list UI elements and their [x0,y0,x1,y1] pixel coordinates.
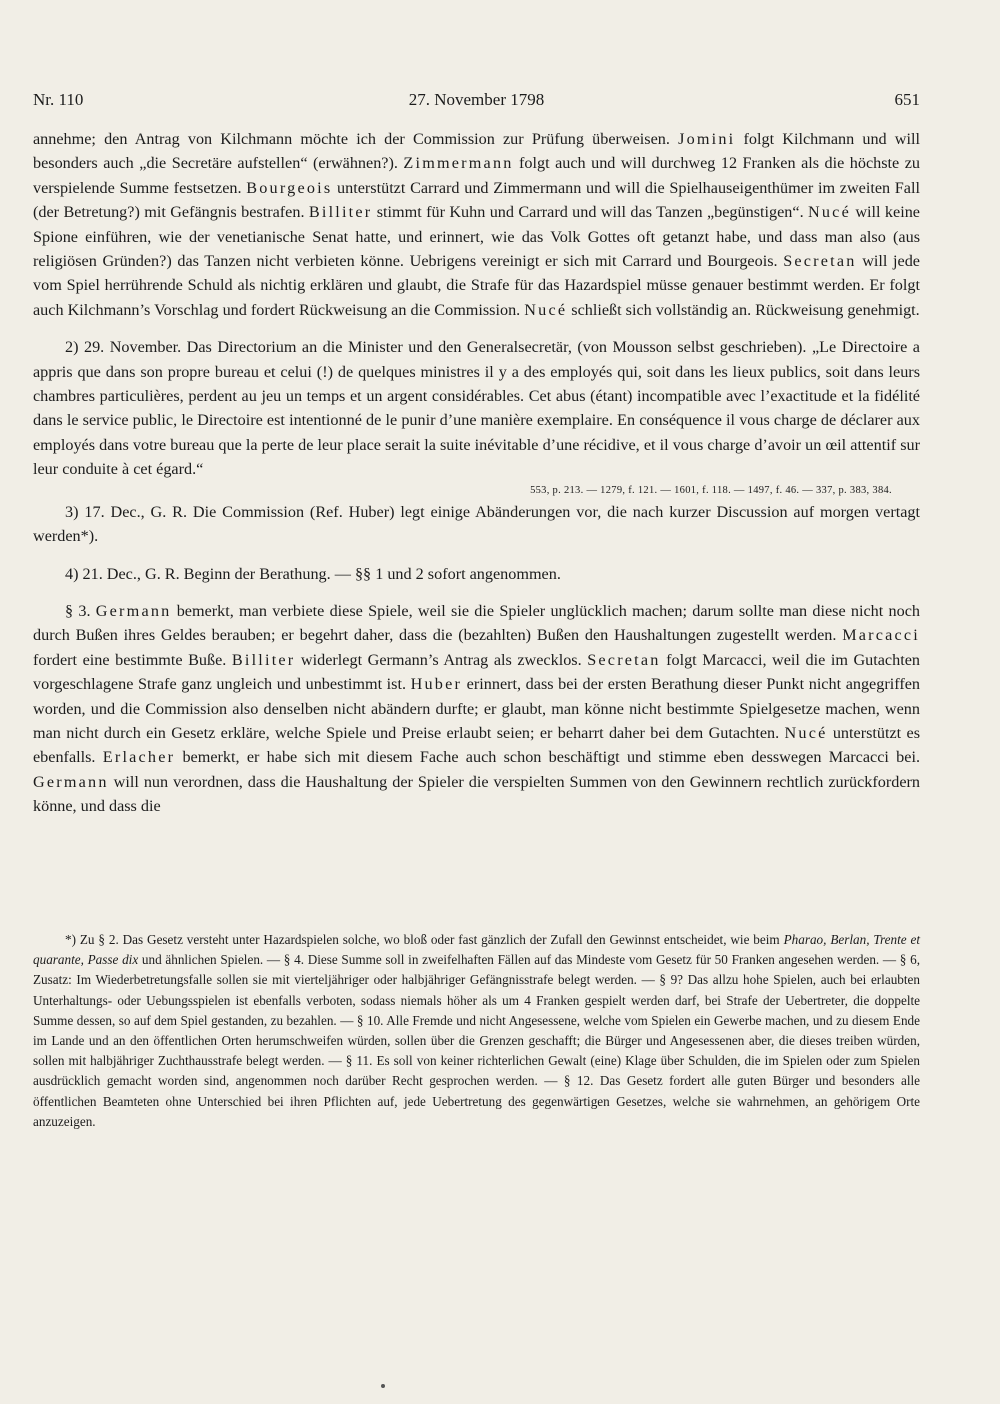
paragraph-5 [33,599,920,819]
document-number: Nr. 110 [33,90,84,109]
speaker-name: Germann [33,772,109,791]
text-run: will keine Spione einführen, wie der venetianische Senat hatte, und erinnert, wie das Volk Gottes oft getanzt habe, und dass man also (aus religiösen Gründen?) das Tanzen nicht verbieten könne. Uebrigens vereinigt er sich mit Carrard und Bourgeois. [33,203,920,271]
footnote-text [33,930,920,1132]
text-run: folgt auch und will durchweg 12 Franken als die höchste zu verspielende Summe festsetzen. [33,154,921,197]
paragraph-continued [33,127,920,322]
archive-reference: 553, p. 213. — 1279, f. 121. — 1601, f. 118. — 1497, f. 46. — 337, p. 383, 384. [530,484,892,496]
speaker-name: Germann [95,601,172,620]
speaker-name: Nucé [784,723,828,742]
text-run: § 3. [65,601,96,620]
speaker-name: Zimmermann [403,154,514,173]
text-run: folgt Marcacci, weil die im Gutachten vorgeschlagene Strafe ganz ungleich und unbestimmt ist. [33,650,920,694]
speaker-name: Secretan [587,650,661,669]
text-run: stimmt für Kuhn und Carrard und will das Tanzen „begünstigen“. [372,203,808,222]
text-run: *) Zu § 2. Das Gesetz versteht unter Hazardspielen solche, wo bloß oder fast gänzlich der Zufall den Gewinnst entscheidet, wie beim [65,932,784,947]
main-text [33,127,920,819]
speaker-name: Nucé [808,203,851,222]
paragraph-4: 4) 21. Dec., G. R. Beginn der Berathung. — §§ 1 und 2 sofort angenommen. [65,564,561,583]
text-run: folgt Kilchmann und will besonders auch „die Secretäre aufstellen“ (erwähnen?). [33,130,920,173]
text-run: will jede vom Spiel herrührende Schuld als nichtig erklären und glaubt, die Strafe für das Hazardspiel müsse genauer bestimmt werden. Er folgt auch Kilchmann’s Vorschlag und fordert Rückweisung an die Commission. [33,252,920,319]
text-run: unterstützt Carrard und Zimmermann und will die Spielhauseigenthümer im zweiten Fall (der Betretung?) mit Gefängnis bestrafen. [33,178,920,222]
page-speck [381,1384,385,1388]
speaker-name: Marcacci [842,626,920,645]
speaker-name: Bourgeois [246,178,333,197]
footnote [33,930,920,1132]
speaker-name: Nucé [524,300,568,319]
speaker-name: Billiter [231,650,296,669]
text-run: und ähnlichen Spielen. — § 4. Diese Summe soll in zweifelhaften Fällen auf das Mindeste vom Gesetz für 50 Franken angesehen werden. — § 6, Zusatz: Im Wiederbetretungsfalle sollen sie mit vierteljähriger oder halbjähriger Gefängnisstrafe belegt werden. — § 9? Das allzu hohe Spielen, auch bei erlaubten Unterhaltungs- oder Uebungsspielen ist ebenfalls verboten, sodass niemals höher als um 4 Franken gespielt werden darf, bei Strafe der Uebertreter, die doppelte Summe dessen, so auf dem Spiel gestanden, zu bezahlen. — § 10. Alle Fremde und nicht Angesessene, welche vom Spielen ein Gewerbe machen, und zu diesem Ende im Lande und an den öffentlichen Orten herumschweifen würden, sollen über die Grenzen geschafft; die Bürger und Angesessenen aber, die dieses treiben würden, sollen mit halbjähriger Zuchthausstrafe belegt werden. — § 11. Es soll von keiner richterlichen Gewalt (eine) Klage über Schulden, die im Spielen oder zum Spielen ausdrücklich gemacht worden sind, angenommen noch darüber Recht gesprochen werden. — § 12. Das Gesetz fordert alle guten Bürger und besonders alle öffentlichen Beamteten ohne Unterschied bei ihren Pflichten auf, jede Uebertretung des gegenwärtigen Gesetzes, welche sie wahrnehmen, an gehörigem Orte anzuzeigen. [33,952,920,1129]
text-run: bemerkt, man verbiete diese Spiele, weil sie die Spieler unglücklich machen; darum sollte man diese nicht noch durch Bußen ihres Geldes berauben; er begehrt daher, dass die (bezahlten) Bußen den Haushaltungen zugestellt werden. [33,601,921,645]
speaker-name: Erlacher [102,748,176,767]
speaker-name: Jomini [678,130,736,148]
text-run: unterstützt es ebenfalls. [33,723,920,767]
paragraph-3: 3) 17. Dec., G. R. Die Commission (Ref. Huber) legt einige Abänderungen vor, die nach kurzer Discussion auf morgen vertagt werden*). [33,502,920,546]
running-header [33,90,920,112]
text-run: annehme; den Antrag von Kilchmann möchte ich der Commission zur Prüfung überweisen. [33,130,679,148]
page-number: 651 [894,90,920,109]
text-run: schließt sich vollständig an. Rückweisung genehmigt. [567,300,920,319]
text-run: fordert eine bestimmte Buße. [33,650,232,669]
speaker-name: Billiter [308,203,373,222]
text-run: widerlegt Germann’s Antrag als zwecklos. [295,650,588,669]
header-date: 27. November 1798 [408,90,545,109]
text-run: erinnert, dass bei der ersten Berathung dieser Punkt nicht angegriffen worden, und die Commission also denselben nicht abändern durfte; er glaubt, man könne nicht bestimmte Spielgesetze machen, wenn man nicht durch ein Gesetz erkläre, welche Spiele und Preise erlaubt seien; er beharrt daher bei dem Gutachten. [33,675,920,742]
speaker-name: Secretan [783,252,857,271]
speaker-name: Huber [410,675,463,694]
paragraph-2: 2) 29. November. Das Directorium an die Minister und den Generalsecretär, (von Mousson selbst geschrieben). „Le Directoire a appris que dans son propre bureau et celui (!) de quelques ministres il y a des employés qui, soit dans les lieux publics, soit dans leurs chambres particulières, perdent au jeu un temps et un argent considérables. Cet abus (étant) incompatible avec l’exactitude et la fidélité dans le service public, le Directoire est intentionné de le punir d’une manière exemplaire. En conséquence il vous charge de déclarer aux employés dans votre bureau que la perte de leur place serait la suite inévitable d’une récidive, et il vous charge d’avoir un œil attentif sur leur conduite à cet égard.“ [33,338,920,479]
text-run: bemerkt, er habe sich mit diesem Fache auch schon beschäftigt und stimme eben desswegen Marcacci bei. [175,748,921,767]
game-names: Pharao, Berlan, Trente et quarante, Passe dix [33,932,921,968]
text-run: will nun verordnen, dass die Haushaltung der Spieler die verspielten Summen von den Gewinnern rechtlich zurückfordern könne, und dass die [33,772,920,816]
